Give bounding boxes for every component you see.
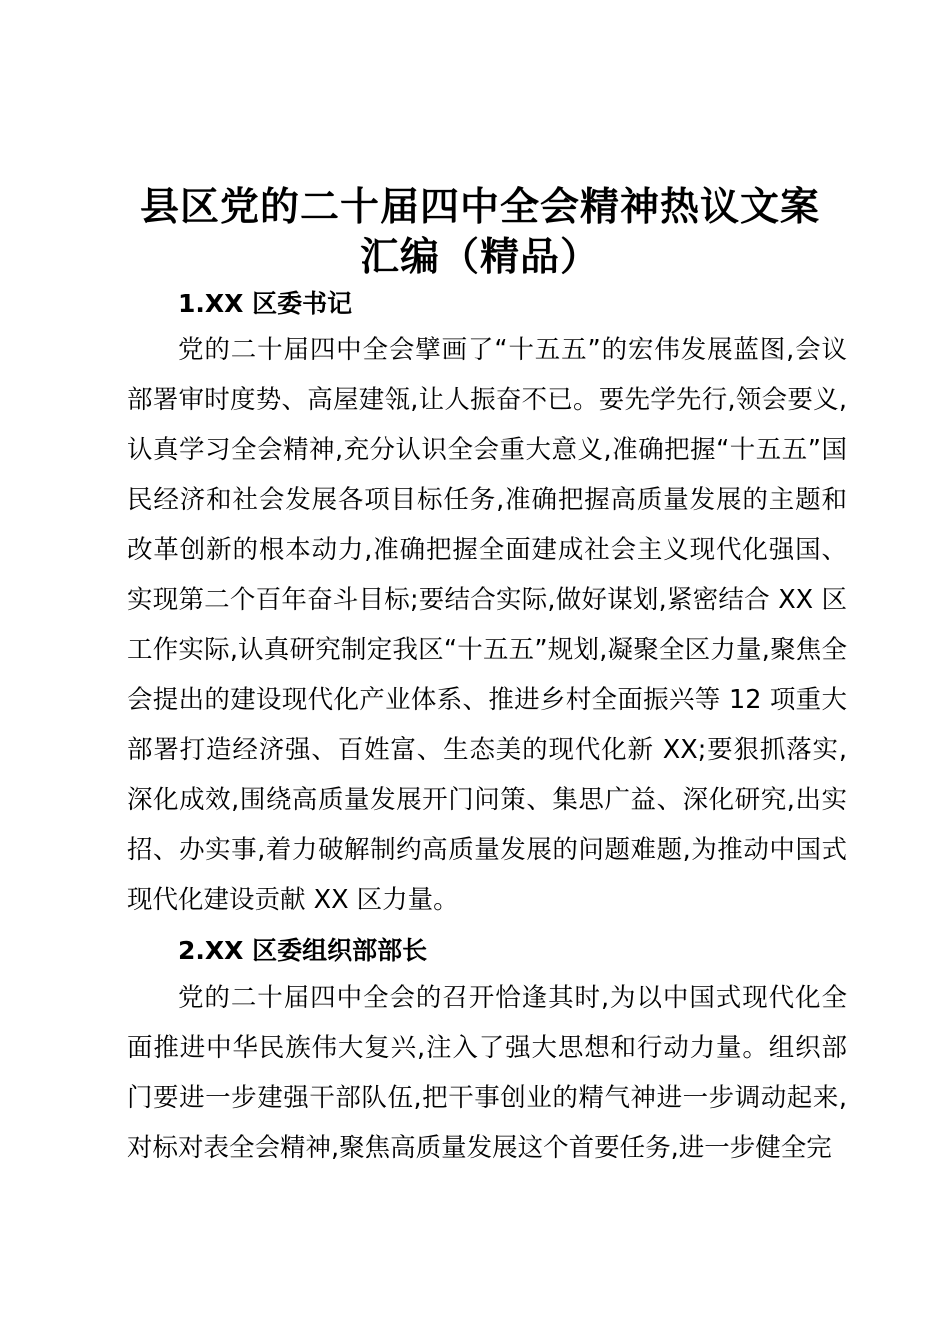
section-heading-1: 1.XX 区委书记 (178, 289, 353, 318)
document-title-line-1: 县区党的二十届四中全会精神热议文案 (139, 184, 820, 230)
section-paragraph-2: 党的二十届四中全会的召开恰逢其时,为以中国式现代化全面推进中华民族伟大复兴,注入了强大思想和行动力量。组织部门要进一步建强干部队伍,把干事创业的精气神进一步调动起来,对标对表全会精神,聚焦高质量发展这个首要任务,进一步健全完 (127, 983, 847, 1163)
section-paragraph-1: 党的二十届四中全会擘画了“十五五”的宏伟发展蓝图,会议部署审时度势、高屋建瓴,让人振奋不已。要先学先行,领会要义,认真学习全会精神,充分认识全会重大意义,准确把握“十五五”国民经济和社会发展各项目标任务,准确把握高质量发展的主题和改革创新的根本动力,准确把握全面建成社会主义现代化强国、实现第二个百年奋斗目标;要结合实际,做好谋划,紧密结合 XX 区工作实际,认真研究制定我区“十五五”规划,凝聚全区力量,聚焦全会提出的建设现代化产业体系、推进乡村全面振兴等 12 项重大部署打造经济强、百姓富、生态美的现代化新 XX;要狠抓落实,深化成效,围绕高质量发展开门问策、集思广益、深化研究,出实招、办实事,着力破解制约高质量发展的问题难题,为推动中国式现代化建设贡献 XX 区力量。 (127, 335, 847, 915)
section-heading-2: 2.XX 区委组织部部长 (178, 936, 428, 965)
document-title-line-2: 汇编（精品） (359, 234, 600, 280)
